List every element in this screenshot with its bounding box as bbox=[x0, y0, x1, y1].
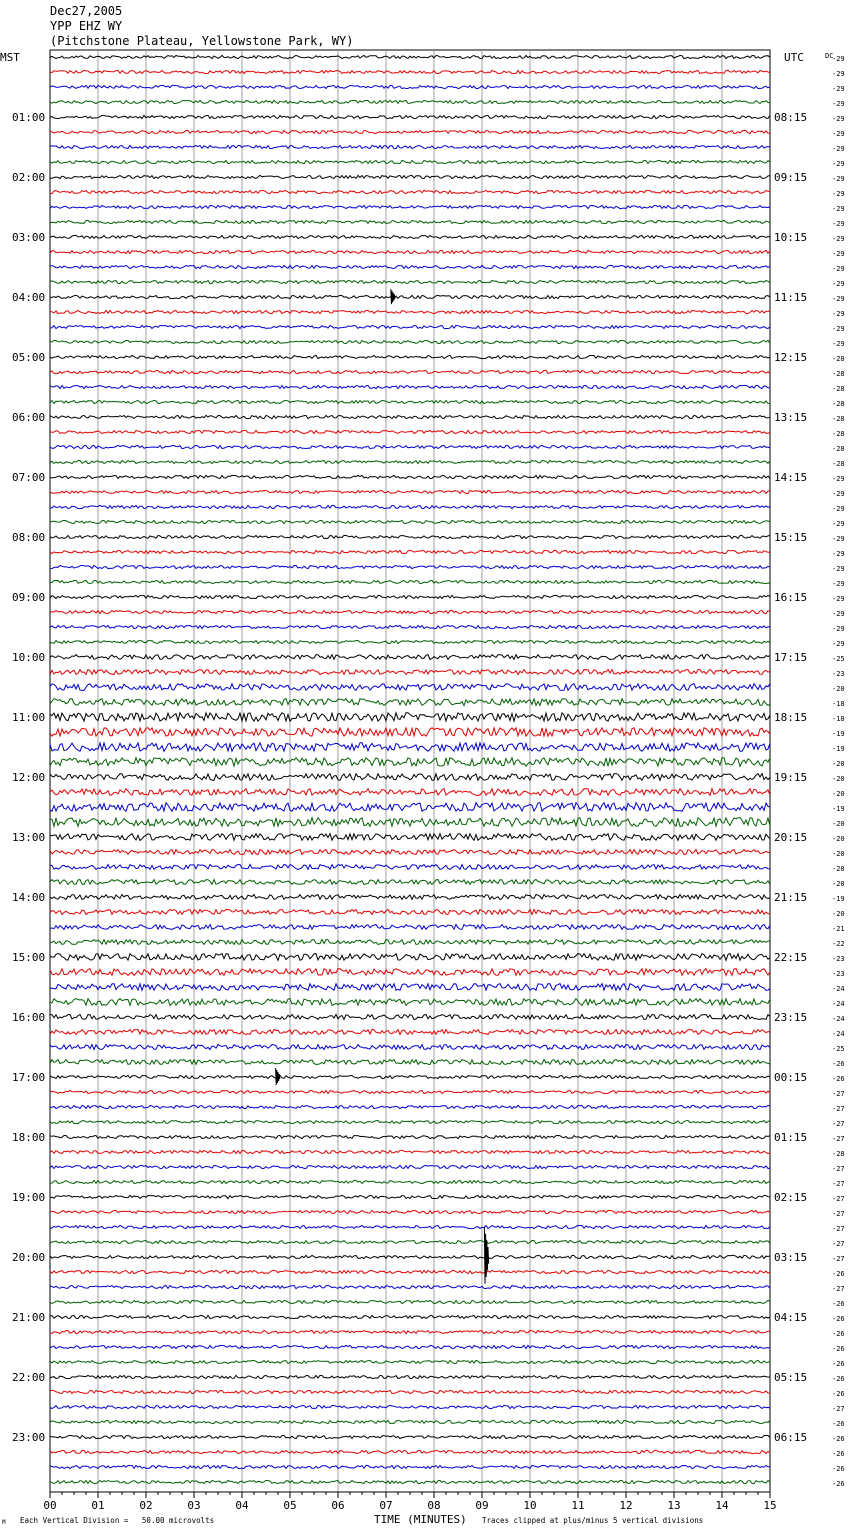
trace-line bbox=[50, 295, 770, 298]
trace-line bbox=[50, 1105, 770, 1108]
dc-offset-label: -26 bbox=[832, 1315, 845, 1323]
trace-line bbox=[50, 1405, 770, 1408]
trace-line bbox=[50, 70, 770, 73]
trace-line bbox=[50, 1270, 770, 1273]
x-tick-label: 00 bbox=[43, 1499, 57, 1512]
utc-hour-label: 15:15 bbox=[774, 531, 808, 544]
trace-line bbox=[50, 265, 770, 268]
mst-hour-label: 10:00 bbox=[12, 651, 46, 664]
trace-line bbox=[50, 1435, 770, 1438]
dc-offset-label: -24 bbox=[832, 1000, 845, 1008]
trace-line bbox=[50, 774, 770, 781]
dc-offset-label: -26 bbox=[832, 1480, 845, 1488]
mst-hour-label: 03:00 bbox=[12, 231, 46, 244]
trace-line bbox=[50, 910, 770, 915]
trace-line bbox=[50, 505, 770, 508]
seismic-traces bbox=[50, 55, 770, 1483]
trace-line bbox=[50, 595, 770, 598]
trace-line bbox=[50, 640, 770, 643]
dc-offset-label: -29 bbox=[832, 85, 845, 93]
trace-line bbox=[50, 789, 770, 796]
dc-offset-label: -20 bbox=[832, 835, 845, 843]
dc-offset-label: -24 bbox=[832, 1030, 845, 1038]
trace-line bbox=[50, 475, 770, 478]
utc-hour-label: 01:15 bbox=[774, 1131, 808, 1144]
mst-hour-label: 09:00 bbox=[12, 591, 46, 604]
dc-offset-label: -28 bbox=[832, 385, 845, 393]
dc-offset-label: -29 bbox=[832, 640, 845, 648]
trace-line bbox=[50, 880, 770, 885]
dc-offset-label: -28 bbox=[832, 355, 845, 363]
x-tick-label: 07 bbox=[379, 1499, 393, 1512]
utc-hour-label: 17:15 bbox=[774, 651, 808, 664]
x-tick-label: 14 bbox=[715, 1499, 729, 1512]
mst-hour-label: 11:00 bbox=[12, 711, 46, 724]
dc-offset-label: -19 bbox=[832, 730, 845, 738]
station-location: (Pitchstone Plateau, Yellowstone Park, WY) bbox=[50, 34, 354, 48]
dc-offset-label: -27 bbox=[832, 1165, 845, 1173]
trace-line bbox=[50, 818, 770, 827]
dc-offset-label: -20 bbox=[832, 865, 845, 873]
mst-hour-label: 05:00 bbox=[12, 351, 46, 364]
trace-line bbox=[50, 460, 770, 463]
dc-offset-label: -26 bbox=[832, 1420, 845, 1428]
trace-line bbox=[50, 430, 770, 433]
trace-line bbox=[50, 713, 770, 722]
dc-offset-label: -27 bbox=[832, 1120, 845, 1128]
trace-line bbox=[50, 895, 770, 900]
x-tick-label: 05 bbox=[283, 1499, 297, 1512]
trace-line bbox=[50, 1015, 770, 1020]
x-tick-label: 10 bbox=[523, 1499, 537, 1512]
mst-hour-label: 18:00 bbox=[12, 1131, 46, 1144]
x-tick-label: 13 bbox=[667, 1499, 681, 1512]
trace-line bbox=[50, 550, 770, 553]
mst-hour-label: 17:00 bbox=[12, 1071, 46, 1084]
trace-line bbox=[50, 940, 770, 945]
dc-offset-label: -29 bbox=[832, 580, 845, 588]
trace-line bbox=[50, 325, 770, 328]
dc-offset-label: -20 bbox=[832, 790, 845, 798]
dc-offset-label: -27 bbox=[832, 1105, 845, 1113]
dc-offset-label: -27 bbox=[832, 1255, 845, 1263]
trace-line bbox=[50, 984, 770, 991]
dc-offset-label: -24 bbox=[832, 1015, 845, 1023]
trace-line bbox=[50, 1330, 770, 1333]
dc-offset-label: -29 bbox=[832, 235, 845, 243]
dc-offset-label: -28 bbox=[832, 460, 845, 468]
trace-line bbox=[50, 340, 770, 343]
dc-offset-label: -29 bbox=[832, 505, 845, 513]
footer-mark: M bbox=[2, 1519, 6, 1526]
station-code: YPP EHZ WY bbox=[50, 19, 123, 33]
dc-offset-label: -29 bbox=[832, 265, 845, 273]
trace-line bbox=[50, 55, 770, 58]
trace-line bbox=[50, 160, 770, 163]
utc-hour-label: 21:15 bbox=[774, 891, 808, 904]
trace-line bbox=[50, 655, 770, 660]
trace-line bbox=[50, 310, 770, 313]
trace-line bbox=[50, 803, 770, 812]
x-tick-label: 01 bbox=[91, 1499, 105, 1512]
dc-offset-label: -27 bbox=[832, 1225, 845, 1233]
trace-line bbox=[50, 1030, 770, 1035]
dc-offset-label: -26 bbox=[832, 1360, 845, 1368]
dc-offset-label: -25 bbox=[832, 1045, 845, 1053]
trace-line bbox=[50, 175, 770, 178]
dc-offset-label: -19 bbox=[832, 895, 845, 903]
trace-line bbox=[50, 1285, 770, 1288]
dc-offset-label: -29 bbox=[832, 310, 845, 318]
utc-hour-label: 00:15 bbox=[774, 1071, 808, 1084]
dc-offset-label: -20 bbox=[832, 850, 845, 858]
trace-line bbox=[50, 220, 770, 223]
trace-line bbox=[50, 1060, 770, 1065]
dc-offset-label: -29 bbox=[832, 340, 845, 348]
utc-hour-label: 23:15 bbox=[774, 1011, 808, 1024]
trace-line bbox=[50, 1420, 770, 1423]
mst-hour-label: 16:00 bbox=[12, 1011, 46, 1024]
dc-offset-label: -26 bbox=[832, 1300, 845, 1308]
trace-line bbox=[50, 728, 770, 737]
dc-offset-label: -21 bbox=[832, 925, 845, 933]
dc-column-title: DC bbox=[825, 52, 834, 60]
trace-line bbox=[50, 610, 770, 613]
trace-line bbox=[50, 520, 770, 523]
trace-line bbox=[50, 1195, 770, 1198]
dc-offset-label: -20 bbox=[832, 820, 845, 828]
mst-hour-label: 04:00 bbox=[12, 291, 46, 304]
trace-line bbox=[50, 415, 770, 418]
dc-offset-label: -28 bbox=[832, 370, 845, 378]
trace-line bbox=[50, 625, 770, 628]
trace-line bbox=[50, 1091, 770, 1094]
utc-hour-label: 22:15 bbox=[774, 951, 808, 964]
trace-line bbox=[50, 1075, 770, 1078]
trace-line bbox=[50, 999, 770, 1006]
trace-line bbox=[50, 684, 770, 691]
trace-line bbox=[50, 743, 770, 752]
trace-line bbox=[50, 115, 770, 118]
mst-hour-label: 08:00 bbox=[12, 531, 46, 544]
mst-hour-label: 06:00 bbox=[12, 411, 46, 424]
dc-offset-label: -29 bbox=[832, 250, 845, 258]
dc-offset-label: -19 bbox=[832, 745, 845, 753]
dc-offset-label: -29 bbox=[832, 220, 845, 228]
trace-line bbox=[50, 1480, 770, 1483]
dc-offset-label: -25 bbox=[832, 655, 845, 663]
dc-offset-label: -29 bbox=[832, 295, 845, 303]
trace-line bbox=[50, 1150, 770, 1153]
dc-offset-label: -28 bbox=[832, 400, 845, 408]
dc-offset-label: -18 bbox=[832, 700, 845, 708]
dc-offset-label: -29 bbox=[832, 70, 845, 78]
trace-line bbox=[50, 565, 770, 568]
dc-offset-label: -27 bbox=[832, 1135, 845, 1143]
dc-offset-label: -20 bbox=[832, 760, 845, 768]
dc-offset-label: -29 bbox=[832, 550, 845, 558]
dc-offset-label: -29 bbox=[832, 55, 845, 63]
dc-offset-label: -29 bbox=[832, 595, 845, 603]
mst-hour-label: 14:00 bbox=[12, 891, 46, 904]
utc-hour-label: 14:15 bbox=[774, 471, 808, 484]
trace-line bbox=[50, 370, 770, 373]
dc-offset-label: -29 bbox=[832, 145, 845, 153]
mst-hour-label: 20:00 bbox=[12, 1251, 46, 1264]
trace-line bbox=[50, 699, 770, 706]
trace-line bbox=[50, 355, 770, 358]
trace-line bbox=[50, 670, 770, 675]
trace-line bbox=[50, 280, 770, 283]
trace-line bbox=[50, 190, 770, 193]
mst-hour-label: 23:00 bbox=[12, 1431, 46, 1444]
mst-hour-label: 01:00 bbox=[12, 111, 46, 124]
dc-offset-label: -28 bbox=[832, 1150, 845, 1158]
trace-line bbox=[50, 1210, 770, 1213]
x-tick-label: 12 bbox=[619, 1499, 633, 1512]
trace-line bbox=[50, 1165, 770, 1168]
dc-offset-label: -29 bbox=[832, 475, 845, 483]
trace-line bbox=[50, 1315, 770, 1318]
dc-offset-label: -29 bbox=[832, 160, 845, 168]
dc-offset-label: -26 bbox=[832, 1375, 845, 1383]
trace-line bbox=[50, 1450, 770, 1453]
trace-line bbox=[50, 1045, 770, 1050]
utc-hour-label: 06:15 bbox=[774, 1431, 808, 1444]
trace-line bbox=[50, 400, 770, 403]
mst-hour-label: 22:00 bbox=[12, 1371, 46, 1384]
mst-hour-label: 02:00 bbox=[12, 171, 46, 184]
dc-offset-label: -29 bbox=[832, 100, 845, 108]
trace-line bbox=[50, 865, 770, 870]
x-tick-label: 06 bbox=[331, 1499, 345, 1512]
mst-hour-label: 21:00 bbox=[12, 1311, 46, 1324]
dc-offset-label: -27 bbox=[832, 1195, 845, 1203]
trace-line bbox=[50, 490, 770, 493]
trace-line bbox=[50, 1300, 770, 1303]
utc-hour-label: 16:15 bbox=[774, 591, 808, 604]
mst-hour-label: 12:00 bbox=[12, 771, 46, 784]
record-date: Dec27,2005 bbox=[50, 4, 123, 18]
dc-offset-label: -26 bbox=[832, 1465, 845, 1473]
utc-hour-label: 09:15 bbox=[774, 171, 808, 184]
trace-line bbox=[50, 1120, 770, 1123]
dc-offset-label: -29 bbox=[832, 565, 845, 573]
dc-offset-label: -29 bbox=[832, 520, 845, 528]
dc-offset-label: -29 bbox=[832, 610, 845, 618]
left-axis-title: MST bbox=[0, 51, 20, 64]
seismic-event bbox=[391, 289, 395, 304]
dc-offset-label: -23 bbox=[832, 970, 845, 978]
trace-line bbox=[50, 1255, 770, 1258]
utc-hour-label: 08:15 bbox=[774, 111, 808, 124]
dc-offset-label: -23 bbox=[832, 955, 845, 963]
trace-line bbox=[50, 954, 770, 961]
dc-offset-label: -26 bbox=[832, 1270, 845, 1278]
dc-offset-label: -20 bbox=[832, 880, 845, 888]
trace-line bbox=[50, 535, 770, 538]
utc-hour-label: 19:15 bbox=[774, 771, 808, 784]
dc-offset-label: -20 bbox=[832, 685, 845, 693]
dc-offset-label: -27 bbox=[832, 1405, 845, 1413]
dc-offset-label: -19 bbox=[832, 805, 845, 813]
trace-line bbox=[50, 205, 770, 208]
dc-offset-label: -29 bbox=[832, 490, 845, 498]
trace-line bbox=[50, 580, 770, 583]
trace-line bbox=[50, 1240, 770, 1243]
trace-line bbox=[50, 834, 770, 841]
x-tick-label: 02 bbox=[139, 1499, 153, 1512]
x-tick-label: 11 bbox=[571, 1499, 585, 1512]
dc-offset-label: -27 bbox=[832, 1285, 845, 1293]
utc-hour-label: 13:15 bbox=[774, 411, 808, 424]
x-tick-label: 15 bbox=[763, 1499, 777, 1512]
trace-line bbox=[50, 1345, 770, 1348]
clip-note: Traces clipped at plus/minus 5 vertical divisions bbox=[482, 1516, 704, 1525]
dc-offset-label: -27 bbox=[832, 1180, 845, 1188]
trace-line bbox=[50, 250, 770, 253]
dc-offset-label: -26 bbox=[832, 1390, 845, 1398]
dc-offset-label: -22 bbox=[832, 940, 845, 948]
utc-hour-label: 05:15 bbox=[774, 1371, 808, 1384]
trace-line bbox=[50, 1360, 770, 1363]
dc-offset-label: -27 bbox=[832, 1240, 845, 1248]
utc-hour-label: 12:15 bbox=[774, 351, 808, 364]
trace-line bbox=[50, 235, 770, 238]
trace-line bbox=[50, 130, 770, 133]
dc-offset-label: -26 bbox=[832, 1345, 845, 1353]
utc-hour-label: 20:15 bbox=[774, 831, 808, 844]
dc-offset-label: -24 bbox=[832, 985, 845, 993]
utc-hour-label: 11:15 bbox=[774, 291, 808, 304]
dc-offset-label: -29 bbox=[832, 625, 845, 633]
trace-line bbox=[50, 1180, 770, 1183]
right-axis-title: UTC bbox=[784, 51, 804, 64]
dc-offset-label: -29 bbox=[832, 280, 845, 288]
trace-line bbox=[50, 758, 770, 767]
trace-line bbox=[50, 1375, 770, 1378]
dc-offset-label: -23 bbox=[832, 670, 845, 678]
dc-offset-label: -26 bbox=[832, 1450, 845, 1458]
utc-hour-label: 10:15 bbox=[774, 231, 808, 244]
dc-offset-label: -29 bbox=[832, 130, 845, 138]
x-tick-label: 03 bbox=[187, 1499, 201, 1512]
x-tick-label: 09 bbox=[475, 1499, 489, 1512]
trace-line bbox=[50, 145, 770, 148]
dc-offset-label: -29 bbox=[832, 325, 845, 333]
trace-line bbox=[50, 85, 770, 88]
utc-hour-label: 18:15 bbox=[774, 711, 808, 724]
trace-line bbox=[50, 969, 770, 976]
dc-offset-label: -27 bbox=[832, 1090, 845, 1098]
utc-hour-label: 02:15 bbox=[774, 1191, 808, 1204]
dc-offset-label: -26 bbox=[832, 1075, 845, 1083]
mst-hour-label: 07:00 bbox=[12, 471, 46, 484]
x-tick-label: 08 bbox=[427, 1499, 441, 1512]
x-tick-label: 04 bbox=[235, 1499, 249, 1512]
dc-offset-label: -27 bbox=[832, 1210, 845, 1218]
dc-offset-label: -18 bbox=[832, 715, 845, 723]
seismic-event bbox=[276, 1068, 280, 1085]
trace-line bbox=[50, 385, 770, 388]
mst-hour-label: 15:00 bbox=[12, 951, 46, 964]
mst-hour-label: 19:00 bbox=[12, 1191, 46, 1204]
dc-offset-label: -29 bbox=[832, 115, 845, 123]
mst-hour-label: 13:00 bbox=[12, 831, 46, 844]
dc-offset-label: -28 bbox=[832, 430, 845, 438]
dc-offset-label: -29 bbox=[832, 175, 845, 183]
dc-offset-label: -26 bbox=[832, 1060, 845, 1068]
dc-offset-label: -29 bbox=[832, 535, 845, 543]
dc-offset-label: -20 bbox=[832, 775, 845, 783]
utc-hour-label: 03:15 bbox=[774, 1251, 808, 1264]
dc-offset-label: -29 bbox=[832, 205, 845, 213]
axis-labels bbox=[12, 55, 845, 1512]
dc-offset-label: -26 bbox=[832, 1330, 845, 1338]
dc-offset-label: -28 bbox=[832, 415, 845, 423]
trace-line bbox=[50, 925, 770, 930]
trace-line bbox=[50, 1135, 770, 1138]
trace-line bbox=[50, 100, 770, 103]
x-axis-title: TIME (MINUTES) bbox=[374, 1513, 467, 1526]
trace-line bbox=[50, 850, 770, 855]
utc-hour-label: 04:15 bbox=[774, 1311, 808, 1324]
trace-line bbox=[50, 1225, 770, 1228]
dc-offset-label: -29 bbox=[832, 190, 845, 198]
dc-offset-label: -28 bbox=[832, 445, 845, 453]
seismic-event bbox=[484, 1227, 488, 1284]
trace-line bbox=[50, 1465, 770, 1468]
trace-line bbox=[50, 445, 770, 448]
trace-line bbox=[50, 1390, 770, 1393]
dc-offset-label: -20 bbox=[832, 910, 845, 918]
scale-note: Each Vertical Division = 50.00 microvolts bbox=[20, 1516, 215, 1525]
dc-offset-label: -26 bbox=[832, 1435, 845, 1443]
